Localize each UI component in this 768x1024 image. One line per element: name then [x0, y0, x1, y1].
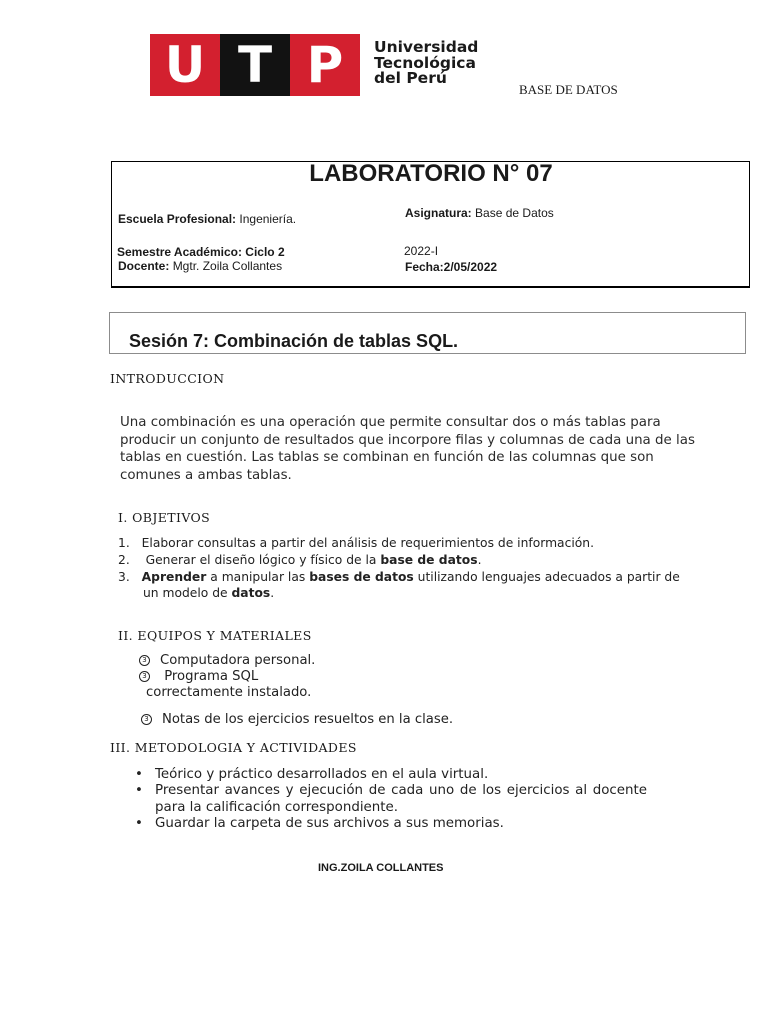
year-field: 2022-I — [404, 244, 439, 258]
equipo-text-2: Programa SQL — [160, 669, 259, 684]
metodologia-heading: III. METODOLOGIA Y ACTIVIDADES — [110, 740, 357, 755]
fecha-field: Fecha:2/05/2022 — [405, 260, 498, 274]
objetivo-num-1: 1. — [118, 536, 130, 550]
asignatura-value: Base de Datos — [475, 206, 554, 220]
metodologia-item-3: • Guardar la carpeta de sus archivos a sus memorias. — [135, 816, 647, 832]
equipo-item-2 — [139, 669, 258, 684]
objetivo-item-3-line-2 — [143, 586, 274, 600]
metodologia-item-2: • Presentar avances y ejecución de cada uno de los ejercicios al docente para la calificación correspondiente. — [135, 783, 647, 816]
circled-three-icon: 3 — [139, 671, 150, 682]
intro-heading: INTRODUCCION — [110, 371, 225, 386]
objetivo-item-1 — [118, 536, 594, 550]
logo-letter-u: U — [150, 34, 220, 96]
objetivo-num-2: 2. — [118, 553, 130, 567]
asignatura-field — [405, 206, 554, 220]
semestre-field: Semestre Académico: Ciclo 2 — [117, 245, 285, 259]
docente-label: Docente: — [118, 259, 170, 273]
circled-three-icon: 3 — [141, 714, 152, 725]
objetivo-line2-pre: un modelo de — [143, 586, 232, 600]
escuela-value: Ingeniería. — [239, 212, 297, 226]
circled-three-icon: 3 — [139, 655, 150, 666]
asignatura-label: Asignatura: — [405, 206, 472, 220]
objetivos-heading: I. OBJETIVOS — [118, 510, 211, 525]
utp-logo — [150, 34, 360, 96]
equipo-item-3 — [141, 712, 453, 727]
objetivo-text-2: Generar el diseño lógico y físico de la — [141, 553, 381, 567]
intro-paragraph: Una combinación es una operación que permite consultar dos o más tablas para producir un conjunto de resultados que incorpore filas y columnas de cada una de las tablas en cuestión. Las tablas se combinan en función de las columnas que son comunes a ambas tablas. — [120, 415, 695, 483]
equipo-item-2-line-2: correctamente instalado. — [146, 685, 312, 700]
logo-letter-p: P — [290, 34, 360, 96]
objetivo-item-3 — [118, 570, 680, 584]
equipo-item-1 — [139, 653, 315, 668]
university-line-1: Universidad — [374, 38, 479, 56]
objetivo-mid1-3: a manipular las — [206, 570, 310, 584]
equipo-text-1: Computadora personal. — [160, 653, 316, 668]
objetivo-post-2: . — [477, 553, 482, 567]
objetivo-text-1: Elaborar consultas a partir del análisis de requerimientos de información. — [141, 536, 594, 550]
objetivo-num-3: 3. — [118, 570, 130, 584]
session-title: Sesión 7: Combinación de tablas SQL. — [129, 331, 459, 351]
university-name — [374, 40, 478, 87]
author-signature: ING.ZOILA COLLANTES — [318, 862, 444, 874]
docente-field — [118, 259, 282, 273]
objetivo-mid2-3: utilizando lenguajes adecuados a partir de — [413, 570, 680, 584]
escuela-label: Escuela Profesional: — [118, 212, 237, 226]
equipos-heading: II. EQUIPOS Y MATERIALES — [118, 628, 312, 643]
course-header: BASE DE DATOS — [519, 82, 618, 97]
metodologia-list — [135, 767, 647, 832]
objetivo-bold1-3: Aprender — [141, 570, 207, 584]
logo-letter-t: T — [220, 34, 290, 96]
equipo-text-3: Notas de los ejercicios resueltos en la clase. — [162, 712, 454, 727]
objetivo-bold2-3: bases de datos — [309, 570, 414, 584]
objetivo-line2-post: . — [270, 586, 275, 600]
metodologia-item-1: • Teórico y práctico desarrollados en el aula virtual. — [135, 767, 647, 783]
docente-value: Mgtr. Zoila Collantes — [172, 259, 283, 273]
escuela-field — [118, 212, 296, 226]
objetivo-bold-2: base de datos — [380, 553, 478, 567]
objetivo-item-2 — [118, 553, 481, 567]
university-line-3: del Perú — [374, 69, 447, 87]
objetivo-line2-bold: datos — [231, 586, 271, 600]
lab-title: LABORATORIO N° 07 — [309, 160, 553, 187]
university-line-2: Tecnológica — [374, 53, 476, 72]
